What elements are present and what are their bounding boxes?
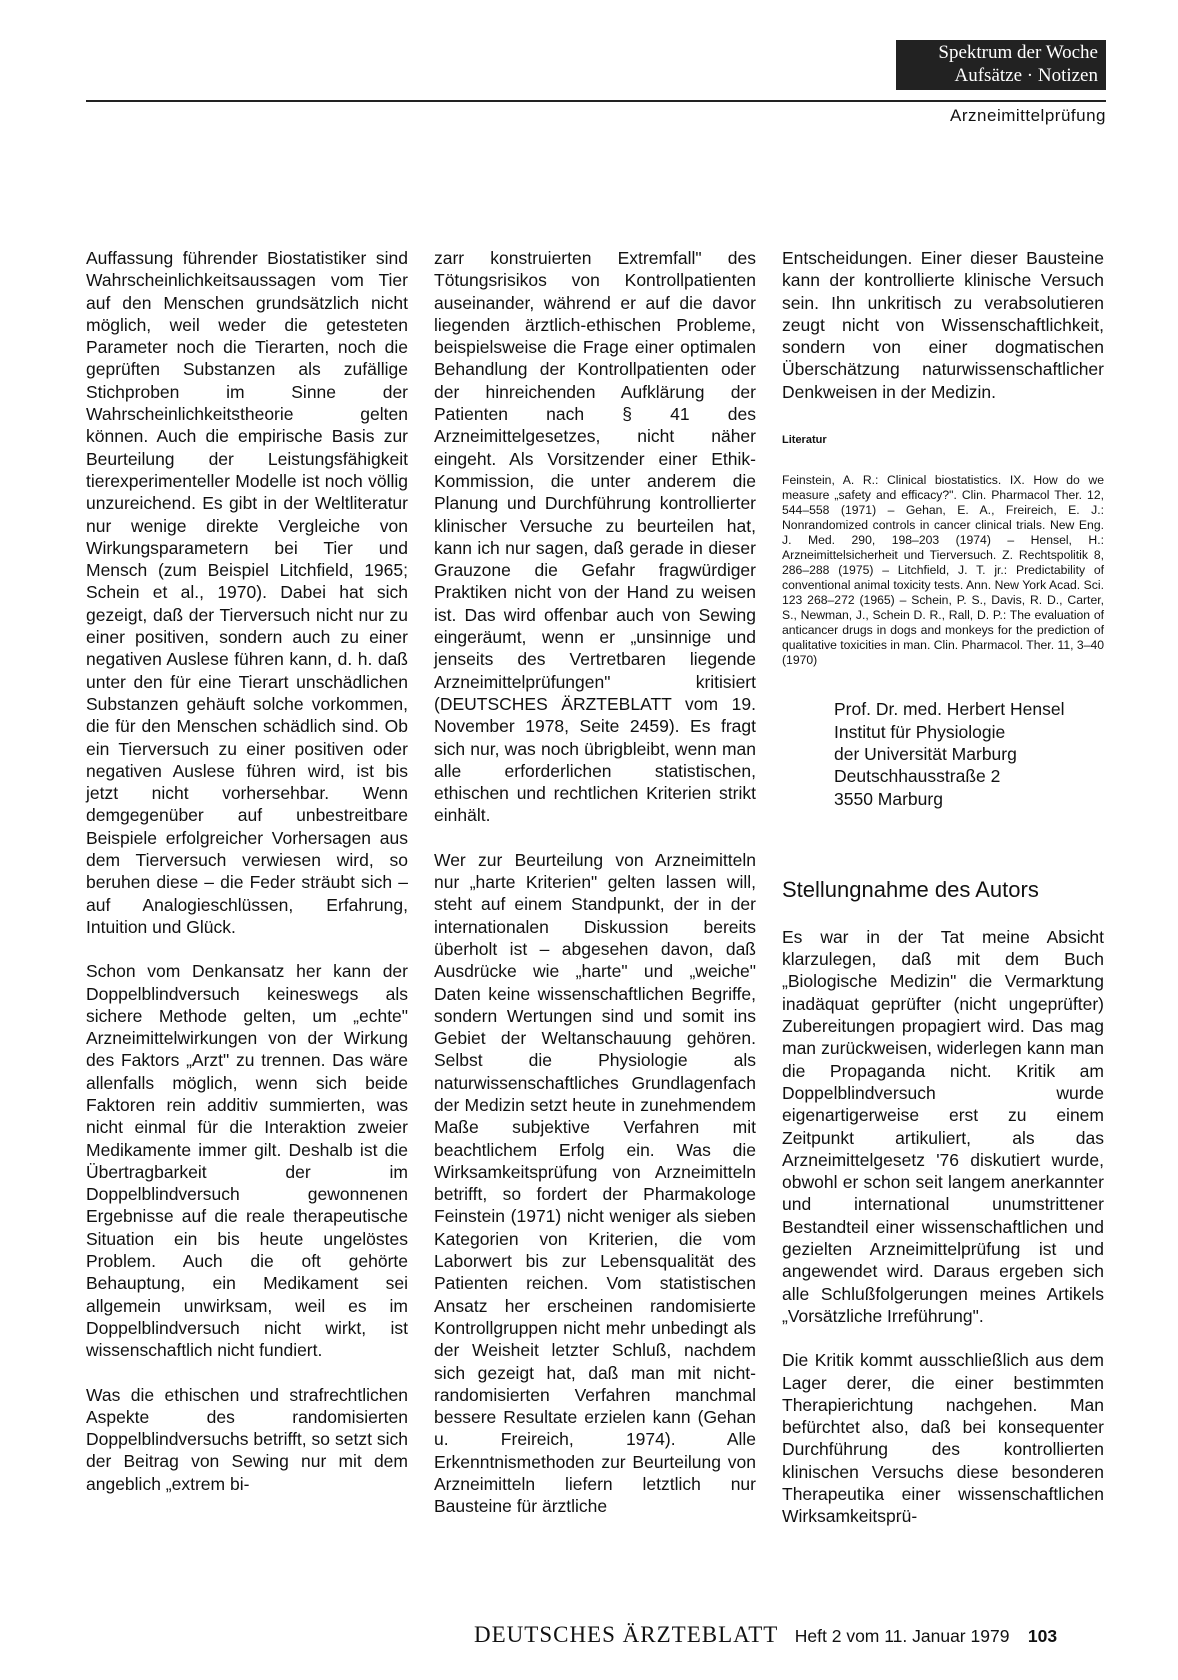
section-label-line1: Spektrum der Woche bbox=[938, 42, 1098, 63]
paragraph: zarr konstruierten Extremfall" des Tötungsrisikos von Kontrollpatienten auseinander, während er auf die davor liegenden ärztlich-ethischen Probleme, beispielsweise die Frage einer optimalen Behandlung der Kontrollpatienten oder der hinreichenden Aufklärung der Patienten nach § 41 des Arzneimittelgesetzes, nicht näher eingeht. Als Vorsitzender einer Ethik-Kommission, die unter anderem die Planung und Durchführung kontrollierter klinischer Versuche zu beurteilen hat, kann ich nur sagen, daß gerade in dieser Grauzone die Gefahr fragwürdiger Praktiken nicht von der Hand zu weisen ist. Das wird offenbar auch von Sewing eingeräumt, wenn er „unsinnige und jenseits des Vertretbaren liegende Arzneimittelprüfungen" kritisiert (DEUTSCHES ÄRZTEBLATT vom 19. November 1978, Seite 2459). Es fragt sich nur, was noch übrigbleibt, wenn man alle erforderlichen statistischen, ethischen und rechtlichen Kriterien strikt einhält. bbox=[434, 248, 756, 826]
column-1 bbox=[86, 247, 408, 1495]
address-line: 3550 Marburg bbox=[834, 788, 943, 809]
section-label-line2: Aufsätze · Notizen bbox=[954, 65, 1098, 86]
paragraph: Es war in der Tat meine Absicht klarzulegen, daß mit dem Buch „Biologische Medizin" die Vermarktung inadäquat geprüfter (nicht ungeprüfter) Zubereitungen propagiert wird. Das mag man zurückweisen, widerlegen kann man die Propaganda nicht. Kritik am Doppelblindversuch wurde eigenartigerweise erst zu einem Zeitpunkt artikuliert, als das Arzneimittelgesetz '76 diskutiert wurde, obwohl er schon seit langem anerkannter und international unumstrittener Bestandteil einer wissenschaftlichen und gezielten Arzneimittelprüfung ist und angewendet wird. Daraus ergeben sich alle Schlußfolgerungen meines Artikels „Vorsätzliche Irreführung". bbox=[782, 926, 1104, 1326]
author-address bbox=[834, 698, 1104, 809]
paragraph: Entscheidungen. Einer dieser Bausteine kann der kontrollierte klinische Versuch sein. Ihn unkritisch zu verabsolutieren zeugt nicht von Wissenschaftlichkeit, sondern von einer dogmatischen Überschätzung naturwissenschaftlicher Denkweisen in der Medizin. bbox=[782, 248, 1104, 402]
topic-label: Arzneimittelprüfung bbox=[950, 106, 1106, 125]
paragraph: Wer zur Beurteilung von Arzneimitteln nur „harte Kriterien" gelten lassen will, steht auf einem Standpunkt, der in der internationalen Diskussion bereits überholt ist – abgesehen davon, daß Ausdrücke wie „harte" und „weiche" Daten keine wissenschaftlichen Begriffe, sondern Wertungen sind und somit ins Gebiet der Weltanschauung gehören. Selbst die Physiologie als naturwissenschaftliches Grundlagenfach der Medizin setzt heute in zunehmendem Maße subjektive Verfahren mit beachtlichem Erfolg ein. Was die Wirksamkeitsprüfung von Arzneimitteln betrifft, so fordert der Pharmakologe Feinstein (1971) nicht weniger als sieben Kategorien von Kriterien, die vom Laborwert bis zur Lebensqualität des Patienten reichen. Vom statistischen Ansatz her erscheinen randomisierte Kontrollgruppen nicht mehr unbedingt als der Weisheit letzter Schluß, nachdem sich gezeigt hat, daß man mit nicht-randomisierten Verfahren manchmal bessere Resultate erzielen kann (Gehan u. Freireich, 1974). Alle Erkenntnismethoden zur Beurteilung von Arzneimitteln liefern letztlich nur Bausteine für ärztliche bbox=[434, 849, 756, 1517]
address-line: Institut für Physiologie bbox=[834, 721, 1006, 742]
page-footer bbox=[474, 1622, 1106, 1648]
issue-info: Heft 2 vom 11. Januar 1979 bbox=[794, 1626, 1010, 1646]
paragraph: Die Kritik kommt ausschließlich aus dem Lager derer, die einer bestimmten Therapierichtung nachgehen. Man befürchtet also, daß bei konsequenter Durchführung des kontrollierten klinischen Versuchs diese besonderen Therapeutika einer wissenschaftlichen Wirksamkeitsprü- bbox=[782, 1350, 1104, 1527]
column-2 bbox=[434, 247, 756, 1518]
section-heading: Stellungnahme des Autors bbox=[782, 876, 1039, 902]
paragraph: Schon vom Denkansatz her kann der Doppelblindversuch keineswegs als sichere Methode gelten, um „echte" Arzneimittelwirkungen von der Wirkung des Faktors „Arzt" zu trennen. Das wäre allenfalls möglich, wenn sich beide Faktoren rein additiv summierten, was nicht einmal für die Interaktion zweier Medikamente immer gilt. Deshalb ist die Übertragbarkeit der im Doppelblindversuch gewonnenen Ergebnisse auf die reale therapeutische Situation ein bis heute ungelöstes Problem. Auch die oft gehörte Behauptung, ein Medikament sei allgemein unwirksam, weil es im Doppelblindversuch nicht wirkt, ist wissenschaftlich nicht fundiert. bbox=[86, 961, 408, 1361]
journal-name: DEUTSCHES ÄRZTEBLATT bbox=[474, 1622, 779, 1647]
address-line: Deutschhausstraße 2 bbox=[834, 766, 1001, 787]
paragraph: Auffassung führender Biostatistiker sind Wahrscheinlichkeitsaussagen vom Tier auf den Menschen grundsätzlich nicht möglich, weil weder die getesteten Parameter noch die Tierarten, noch die geprüften Substanzen als zufällige Stichproben im Sinne der Wahrscheinlichkeitstheorie gelten können. Auch die empirische Basis zur Beurteilung der Leistungsfähigkeit tierexperimenteller Modelle ist noch völlig unzureichend. Es gibt in der Weltliteratur nur wenige direkte Vergleiche von Wirkungsparametern bei Tier und Mensch (zum Beispiel Litchfield, 1965; Schein et al., 1970). Dabei hat sich gezeigt, daß der Tierversuch nicht nur zu einer positiven, sondern auch zu einer negativen Auslese führen kann, d. h. daß unter den für eine Tierart unschädlichen Substanzen gehäuft solche vorkommen, die für den Menschen schädlich sind. Ob ein Tierversuch zu einer positiven oder negativen Auslese führen wird, ist bis jetzt nicht vorhersehbar. Wenn demgegenüber auf unbestreitbare Beispiele erfolgreicher Vorhersagen aus dem Tierversuch verwiesen wird, so beruhen diese – die Feder sträubt sich – auf Analogieschlüssen, Erfahrung, Intuition und Glück. bbox=[86, 248, 408, 937]
address-line: der Universität Marburg bbox=[834, 743, 1017, 764]
column-3 bbox=[782, 247, 1104, 1528]
literature-heading: Literatur bbox=[782, 434, 827, 447]
literature-list: Feinstein, A. R.: Clinical biostatistics. IX. How do we measure „safety and efficacy?". Clin. Pharmacol Ther. 12, 544–558 (1971) – Gehan, E. A., Freireich, E. J.: Nonrandomized controls in cancer clinical trials. New Eng. J. Med. 290, 198–203 (1974) – Hensel, H.: Arzneimittelsicherheit und Tierversuch. Z. Rechtspolitik 8, 286–288 (1975) – Litchfield, J. T. jr.: Predictability of conventional animal toxicity tests. Ann. New York Acad. Sci. 123 268–272 (1965) – Schein, P. S., Davis, R. D., Carter, S., Newman, J., Schein D. R., Rall, D. P.: The evaluation of anticancer drugs in dogs and monkeys for the prediction of qualitative toxicities in man. Clin. Pharmacol. Ther. 11, 3–40 (1970) bbox=[782, 473, 1105, 668]
header-rule bbox=[86, 100, 1106, 102]
paragraph: Was die ethischen und strafrechtlichen Aspekte des randomisierten Doppelblindversuchs betrifft, so setzt sich der Beitrag von Sewing nur mit dem angeblich „extrem bi- bbox=[86, 1384, 408, 1494]
address-line: Prof. Dr. med. Herbert Hensel bbox=[834, 699, 1065, 720]
page-number: 103 bbox=[1027, 1626, 1058, 1646]
section-label-box bbox=[896, 40, 1106, 90]
